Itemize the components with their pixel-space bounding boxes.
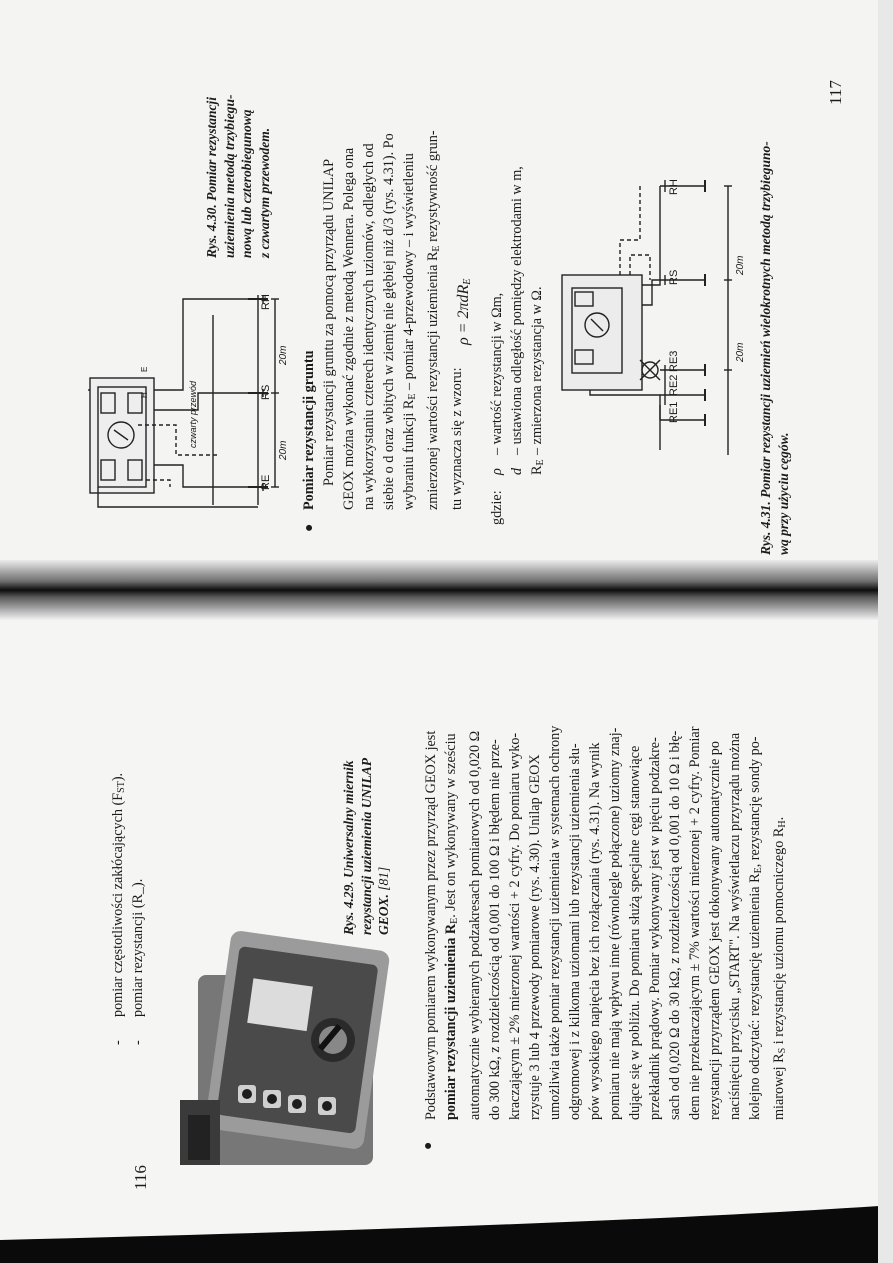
- fig-4-31-dim-1: 20m: [735, 342, 746, 362]
- fig-4-30-dim-1: 20m: [278, 440, 289, 460]
- list-item-2-text: pomiar rezystancji (R_).: [130, 878, 146, 1017]
- def-symbol-r-sub: E: [535, 459, 546, 466]
- section-line-6-tail: rezystywność grun-: [425, 130, 441, 246]
- fig-4-31-line-2: wą przy użyciu cęgów.: [775, 432, 791, 555]
- para-line-2-tail: . Jest on wykonywany w sześciu: [443, 733, 459, 918]
- where-label: gdzie:: [489, 490, 505, 525]
- para-line: dujące się w pobliżu. Do pomiaru służą specjalne cęgi stanowiące: [627, 745, 643, 1120]
- fig-4-30-label-rs: RS: [260, 384, 272, 400]
- fig-4-31-label-rs: RS: [668, 269, 680, 285]
- fig-4-29-caption: [340, 758, 393, 935]
- def-symbol-rho: ρ: [489, 468, 505, 475]
- def-symbol-d: d: [509, 467, 525, 475]
- fig-4-30-h-label: H: [140, 392, 149, 398]
- para-sub-s: S: [777, 1047, 788, 1054]
- para-line-17-text: kolejno odczytać: rezystancję uziemienia R: [747, 873, 763, 1120]
- list-item-1: -pomiar częstotliwości zakłócających $(F_{ST})$.: [110, 772, 127, 1045]
- fig-4-29-line-3: GEOX.: [376, 894, 391, 935]
- fig-4-30-line-3: nową lub czterobiegunową: [239, 109, 254, 258]
- book-gutter: [0, 560, 893, 620]
- fig-4-30-label: Rys. 4.30.: [204, 204, 219, 258]
- def-text-d: – ustawiona odległość pomiędzy elektrodami w m,: [509, 166, 525, 455]
- bullet-marker-right: ●: [302, 523, 317, 532]
- fig-4-30-diagram: [88, 275, 283, 525]
- section-line: tu wyznacza się z wzoru:: [449, 367, 465, 510]
- fig-4-31-dim-2: 20m: [735, 255, 746, 275]
- soil-section: [299, 70, 467, 510]
- section-line: [399, 70, 423, 510]
- section-line-6-text: zmierzonej wartości rezystancji uziemienia R: [425, 251, 441, 510]
- list-item-1-sub: ST: [116, 781, 127, 793]
- section-line-5-tail: – pomiar 4-przewodowy – i wyświetleniu: [401, 153, 417, 394]
- para-sub-h: H: [777, 820, 788, 828]
- section-line: GEOX można wykonać zgodnie z metodą Wennera. Polega ona: [341, 147, 357, 510]
- resistivity-formula: [455, 279, 473, 345]
- list-item-1-text: pomiar częstotliwości zakłócających (F: [110, 792, 126, 1017]
- fig-4-31-label-re1: RE1: [668, 401, 680, 423]
- fig-4-30-e-label: E: [140, 366, 149, 372]
- fig-4-30-line-4: z czwartym przewodem.: [256, 127, 272, 258]
- section-sub-e: E: [407, 393, 418, 400]
- section-line: siebie o d oraz wbitych w ziemię nie głębiej niż d/3 (rys. 4.31). Po: [381, 133, 397, 510]
- para-line-18-tail: i rezystancję uziomu pomocniczego R: [771, 827, 787, 1048]
- para-line: pomiaru nie mają wpływu inne (równolegle połączone) uziomy znaj-: [607, 727, 623, 1120]
- para-line: odgromowej i z kilkoma uziomami lub rezystancji uziemienia słu-: [567, 743, 583, 1120]
- fig-4-30-caption: [203, 95, 273, 259]
- fig-4-31-label-rh: RH: [668, 179, 680, 195]
- section-line-5-text: wybraniu funkcji R: [401, 399, 417, 510]
- fig-4-30-dim-2: 20m: [278, 345, 289, 365]
- para-line: miarowej $R_S$ i rezystancję uziomu pomocniczego $R_H$.: [771, 816, 788, 1120]
- fig-4-31-label-re3: RE3: [668, 350, 680, 372]
- para-line: pomiar rezystancji uziemienia $R_E$. Jest on wykonywany w sześciu: [443, 733, 460, 1120]
- fig-4-29-line-1: Uniwersalny miernik: [341, 760, 356, 878]
- para-line: dem nie przekraczającym ± 7% wartości mierzonej + 2 cyfry. Pomiar: [687, 726, 703, 1120]
- para-line: pów wysokiego napięcia bez ich rozłączania (rys. 4.31). Na wynik: [587, 742, 603, 1120]
- para-line: [745, 665, 769, 1120]
- def-text-rho: – wartość rezystancji w Ωm,: [489, 292, 505, 455]
- list-item-2: -pomiar rezystancji (R_).: [130, 878, 146, 1045]
- section-line: Pomiar rezystancji gruntu za pomocą przyrządu UNILAP: [321, 159, 337, 486]
- para-line: do 300 kΩ, z rozdzielczością od 0,001 do 100 Ω i błędem nie prze-: [487, 739, 503, 1120]
- section-sub-e-2: E: [431, 245, 442, 252]
- section-line: [423, 70, 447, 510]
- para-line: Podstawowym pomiarem wykonywanym przez przyrząd GEOX jest: [423, 730, 439, 1120]
- right-page-number: 117: [826, 80, 845, 105]
- para-line: rezystancji przyrządem GEOX jest dokonywany automatycznie po: [707, 741, 723, 1120]
- left-page-number: 116: [131, 1165, 150, 1190]
- para-line-17-tail: , rezystancję sondy po-: [747, 736, 763, 868]
- para-line: kraczającym ± 2% mierzonej wartości + 2 cyfry. Do pomiaru wyko-: [507, 732, 523, 1120]
- definition-list: [487, 166, 551, 475]
- para-line: sach od 0,020 Ω do 30 kΩ, z rozdzielczością od 0,001 do 10 Ω i błę-: [667, 730, 683, 1120]
- para-line: rzystuje 3 lub 4 przewody pomiarowe (rys. 4.30). Unilap GEOX: [527, 754, 543, 1120]
- para-line: umożliwia także pomiar rezystancji uziemienia w systemach ochrony: [547, 725, 563, 1120]
- fig-4-30-wire-label: czwarty przewód: [188, 380, 198, 448]
- para-sub-e: E: [449, 917, 460, 924]
- bullet-marker: ●: [421, 1141, 436, 1150]
- fig-4-31-line-1: Pomiar rezystancji uziemień wielokrotnych metodą trzybieguno-: [758, 141, 773, 498]
- fig-4-29-ref: [81]: [376, 866, 391, 891]
- section-line: na wykorzystaniu czterech identycznych uziomów, odległych od: [361, 143, 377, 510]
- main-paragraph: [421, 665, 793, 1120]
- para-line: naciśnięciu przycisku „START". Na wyświetlaczu przyrządu można: [727, 732, 743, 1120]
- fig-4-31-diagram: [560, 180, 745, 460]
- fig-4-30-label-rh: RH: [260, 294, 272, 310]
- def-symbol-r: R: [529, 465, 545, 475]
- fig-4-29-label: Rys. 4.29.: [341, 881, 356, 935]
- section-title: Pomiar rezystancji gruntu: [301, 350, 317, 510]
- formula-text: ρ = 2πdR: [455, 284, 472, 345]
- para-line: automatycznie wybieranych podzakresach pomiarowych od 0,020 Ω: [467, 730, 483, 1120]
- geox-device-photo: [168, 925, 398, 1170]
- def-text-re: – zmierzona rezystancja w Ω.: [529, 286, 545, 455]
- para-bold-term: pomiar rezystancji uziemienia: [443, 937, 459, 1120]
- para-line-18-text: miarowej R: [771, 1053, 787, 1120]
- para-sub-e-2: E: [753, 867, 764, 874]
- para-line: przekładnik prądowy. Pomiar wykonywany jest w pięciu podzakre-: [647, 737, 663, 1120]
- fig-4-31-caption: [757, 141, 792, 555]
- fig-4-30-line-1: Pomiar rezystancji: [204, 96, 219, 201]
- fig-4-30-line-2: uziemienia metodą trzybiegu-: [221, 94, 237, 258]
- fig-4-31-label: Rys. 4.31.: [758, 501, 773, 555]
- formula-sub: E: [462, 278, 473, 285]
- fig-4-30-label-re: RE: [260, 474, 272, 490]
- fig-4-31-label-re2: RE2: [668, 374, 680, 396]
- fig-4-29-line-2: rezystancji uziemienia UNILAP: [358, 757, 374, 935]
- list-item-1-end: ).: [110, 772, 126, 782]
